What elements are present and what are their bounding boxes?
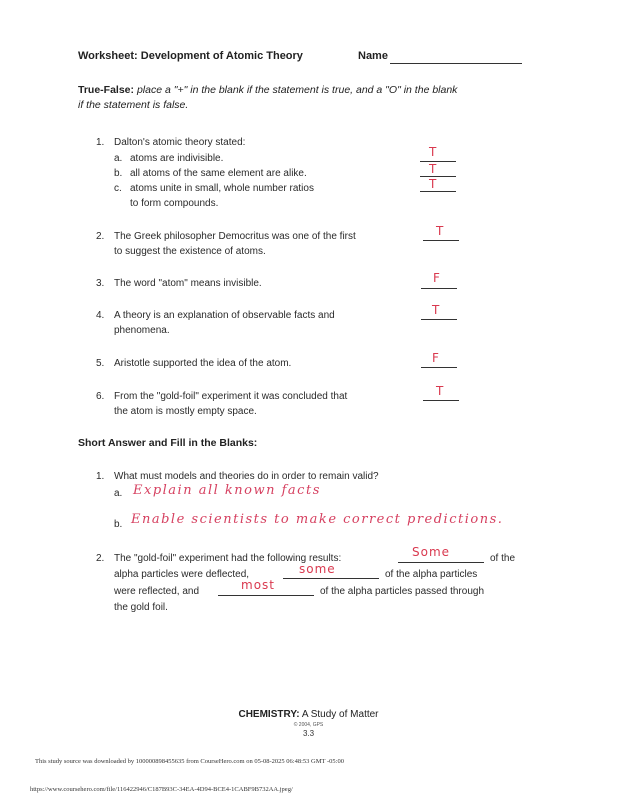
tf-q3-num: 3. <box>96 278 105 289</box>
tf-q1c-text: atoms unite in small, whole number ratios <box>130 183 314 194</box>
tf-q4-line2: phenomena. <box>114 325 170 336</box>
tf-q5-num: 5. <box>96 358 105 369</box>
tf-q1a-text: atoms are indivisible. <box>130 153 224 164</box>
sa-q2-line3-end: of the alpha particles passed through <box>320 586 484 597</box>
name-blank <box>390 63 522 64</box>
tf-q6-blank <box>423 400 459 401</box>
tf-q1-text: Dalton's atomic theory stated: <box>114 137 246 148</box>
sa-q1b-answer: Enable scientists to make correct predictions. <box>131 512 504 527</box>
tf-q6-line1: From the "gold-foil" experiment it was concluded that <box>114 391 348 402</box>
sa-q2-blank1-answer: Some <box>412 545 451 559</box>
tf-q4-line1: A theory is an explanation of observable facts and <box>114 310 335 321</box>
sa-q1-text: What must models and theories do in order to remain valid? <box>114 471 379 482</box>
tf-q3-blank <box>421 288 457 289</box>
tf-q2-answer: T <box>436 224 444 238</box>
sa-q2-line2-start: alpha particles were deflected, <box>114 569 250 580</box>
publisher-book-bold: CHEMISTRY: <box>238 709 300 720</box>
publisher-copyright: © 2004, GPS <box>293 722 324 728</box>
tf-q3-answer: F <box>433 271 440 285</box>
short-answer-heading: Short Answer and Fill in the Blanks: <box>78 437 258 449</box>
sa-q1a-letter: a. <box>114 488 123 499</box>
tf-q1c-text-cont: to form compounds. <box>130 198 219 209</box>
tf-q1a-blank <box>420 161 456 162</box>
tf-q2-num: 2. <box>96 231 105 242</box>
sa-q1-num: 1. <box>96 471 105 482</box>
tf-q1b-answer: T <box>429 162 437 176</box>
tf-q6-line2: the atom is mostly empty space. <box>114 406 257 417</box>
tf-q1-num: 1. <box>96 137 105 148</box>
sa-q2-blank3-answer: most <box>241 578 275 592</box>
sa-q2-line2-end: of the alpha particles <box>385 569 478 580</box>
page-number: 3.3 <box>302 729 315 738</box>
sa-q2-line1-end: of the <box>490 553 516 564</box>
tf-q5-answer: F <box>432 351 439 365</box>
sa-q2-line3-start: were reflected, and <box>114 586 200 597</box>
sa-q2-num: 2. <box>96 553 105 564</box>
sa-q2-line1-start: The "gold-foil" experiment had the following results: <box>114 553 342 564</box>
download-source-line: This study source was downloaded by 100000898455635 from CourseHero.com on 05-08-2025 06:48:53 GMT -05:00 <box>35 758 344 765</box>
tf-q4-answer: T <box>432 303 440 317</box>
publisher-book <box>0 709 617 720</box>
tf-q5-blank <box>421 367 457 368</box>
tf-q4-num: 4. <box>96 310 105 321</box>
tf-q2-line1: The Greek philosopher Democritus was one of the first <box>114 231 356 242</box>
tf-q1c-answer: T <box>429 177 437 191</box>
tf-q6-num: 6. <box>96 391 105 402</box>
sa-q2-line4: the gold foil. <box>114 602 168 613</box>
name-label: Name <box>358 50 388 62</box>
tf-q2-blank <box>423 240 459 241</box>
tf-q3-line1: The word "atom" means invisible. <box>114 278 262 289</box>
sa-q2-blank1 <box>398 562 484 563</box>
publisher-book-rest: A Study of Matter <box>301 709 379 720</box>
instruction-line-1: place a "+" in the blank if the statement is true, and a "O" in the blank <box>136 84 458 96</box>
tf-q1b-text: all atoms of the same element are alike. <box>130 168 307 179</box>
source-url[interactable]: https://www.coursehero.com/file/116422946/C187B93C-34EA-4D94-BCE4-1CABF9B732AA.jpeg/ <box>30 786 293 793</box>
sa-q1a-answer: Explain all known facts <box>133 483 321 498</box>
sa-q2-blank2 <box>283 578 379 579</box>
tf-q4-blank <box>421 319 457 320</box>
tf-q1c-blank <box>420 191 456 192</box>
tf-q1c-letter: c. <box>114 183 122 194</box>
sa-q2-blank3 <box>218 595 314 596</box>
worksheet-title: Worksheet: Development of Atomic Theory <box>78 50 303 62</box>
tf-q2-line2: to suggest the existence of atoms. <box>114 246 266 257</box>
sa-q1b-letter: b. <box>114 519 123 530</box>
tf-q5-line1: Aristotle supported the idea of the atom. <box>114 358 292 369</box>
true-false-instructions <box>78 84 457 96</box>
tf-q1b-blank <box>420 176 456 177</box>
true-false-heading: True-False: <box>78 84 135 96</box>
tf-q1a-letter: a. <box>114 153 123 164</box>
tf-q1a-answer: T <box>429 145 437 159</box>
sa-q2-blank2-answer: some <box>299 562 336 576</box>
tf-q6-answer: T <box>436 384 444 398</box>
tf-q1b-letter: b. <box>114 168 123 179</box>
instruction-line-2: if the statement is false. <box>78 99 189 111</box>
